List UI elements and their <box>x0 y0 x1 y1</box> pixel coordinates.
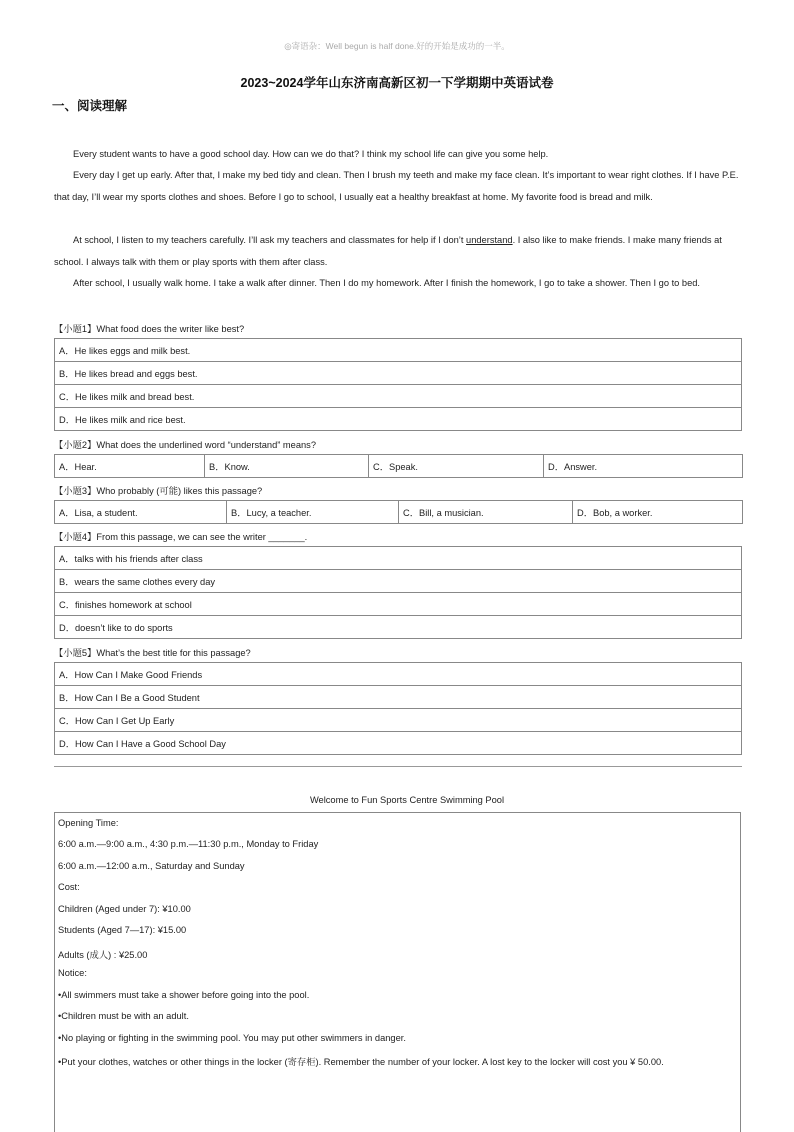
question-5-options <box>54 662 742 755</box>
option-c[interactable]: C．How Can I Get Up Early <box>55 709 742 732</box>
notice-line: Children (Aged under 7): ¥10.00 <box>58 904 191 914</box>
option-a[interactable]: A．He likes eggs and milk best. <box>55 339 742 362</box>
notice-line: •No playing or fighting in the swimming pool. You may put other swimmers in danger. <box>58 1033 406 1043</box>
question-1-options <box>54 338 742 431</box>
option-d[interactable]: D．Answer. <box>544 455 743 478</box>
option-d[interactable]: D．doesn’t like to do sports <box>55 616 742 639</box>
option-a[interactable]: A．Lisa, a student. <box>55 501 227 524</box>
option-d[interactable]: D．Bob, a worker. <box>573 501 743 524</box>
option-b[interactable]: B．wears the same clothes every day <box>55 570 742 593</box>
question-1-stem: 【小题1】What food does the writer like best? <box>54 324 245 334</box>
question-2-stem: 【小题2】What does the underlined word “understand” means? <box>54 440 316 450</box>
notice-line: •Put your clothes, watches or other things in the locker (寄存柜). Remember the number of your locker. A lost key to the locker will cost you ¥ 50.00. <box>58 1057 664 1067</box>
option-a[interactable]: A．talks with his friends after class <box>55 547 742 570</box>
question-4-stem: 【小题4】From this passage, we can see the writer _______. <box>54 532 308 542</box>
notice-line: Notice: <box>58 968 87 978</box>
notice-line: •All swimmers must take a shower before going into the pool. <box>58 990 310 1000</box>
question-2-options <box>54 454 743 478</box>
notice-title: Welcome to Fun Sports Centre Swimming Pool <box>309 795 505 805</box>
question-3-options <box>54 500 743 524</box>
option-b[interactable]: B．Lucy, a teacher. <box>227 501 399 524</box>
header-motto: ◎寄语杂：Well begun is half done.好的开始是成功的一半。 <box>284 41 510 51</box>
notice-line: Cost: <box>58 882 80 892</box>
passage-paragraph-3: At school, I listen to my teachers carefully. I’ll ask my teachers and classmates for help if I don’t understand. I also like to make friends. I make many friends at school. I always talk with them or play sports with them after class. <box>54 235 722 267</box>
underlined-word: understand <box>466 235 513 245</box>
question-3-stem: 【小题3】Who probably (可能) likes this passage? <box>54 486 263 496</box>
notice-line: •Children must be with an adult. <box>58 1011 189 1021</box>
passage-paragraph-1: Every student wants to have a good school day. How can we do that? I think my school life can give you some help. <box>73 149 549 159</box>
option-c[interactable]: C．Bill, a musician. <box>399 501 573 524</box>
notice-box <box>54 812 741 1132</box>
notice-line: Students (Aged 7—17): ¥15.00 <box>58 925 187 935</box>
option-a[interactable]: A．How Can I Make Good Friends <box>55 663 742 686</box>
option-b[interactable]: B．He likes bread and eggs best. <box>55 362 742 385</box>
option-c[interactable]: C．finishes homework at school <box>55 593 742 616</box>
page-title: 2023~2024学年山东济南高新区初一下学期期中英语试卷 <box>240 76 554 90</box>
passage-paragraph-2: Every day I get up early. After that, I make my bed tidy and clean. Then I brush my teeth and make my face clean. It’s important to wear right clothes. If I have P.E. that day, I’ll wear my sports clothes and shoes. Before I go to school, I usually eat a healthy breakfast at home. My favorite food is bread and milk. <box>54 170 739 202</box>
option-d[interactable]: D．He likes milk and rice best. <box>55 408 742 431</box>
notice-line: Adults (成人) : ¥25.00 <box>58 950 148 960</box>
notice-line: 6:00 a.m.—12:00 a.m., Saturday and Sunday <box>58 861 245 871</box>
option-a[interactable]: A．Hear. <box>55 455 205 478</box>
option-b[interactable]: B．Know. <box>205 455 369 478</box>
question-4-options <box>54 546 742 639</box>
passage-paragraph-4: After school, I usually walk home. I take a walk after dinner. Then I do my homework. After I finish the homework, I go to take a shower. Then I go to bed. <box>73 278 701 288</box>
question-5-stem: 【小题5】What’s the best title for this passage? <box>54 648 251 658</box>
section-heading: 一、阅读理解 <box>52 99 128 113</box>
option-c[interactable]: C．He likes milk and bread best. <box>55 385 742 408</box>
section-divider <box>54 766 742 767</box>
option-b[interactable]: B．How Can I Be a Good Student <box>55 686 742 709</box>
notice-line: Opening Time: <box>58 818 119 828</box>
notice-line: 6:00 a.m.—9:00 a.m., 4:30 p.m.—11:30 p.m., Monday to Friday <box>58 839 319 849</box>
option-d[interactable]: D．How Can I Have a Good School Day <box>55 732 742 755</box>
option-c[interactable]: C．Speak. <box>369 455 544 478</box>
